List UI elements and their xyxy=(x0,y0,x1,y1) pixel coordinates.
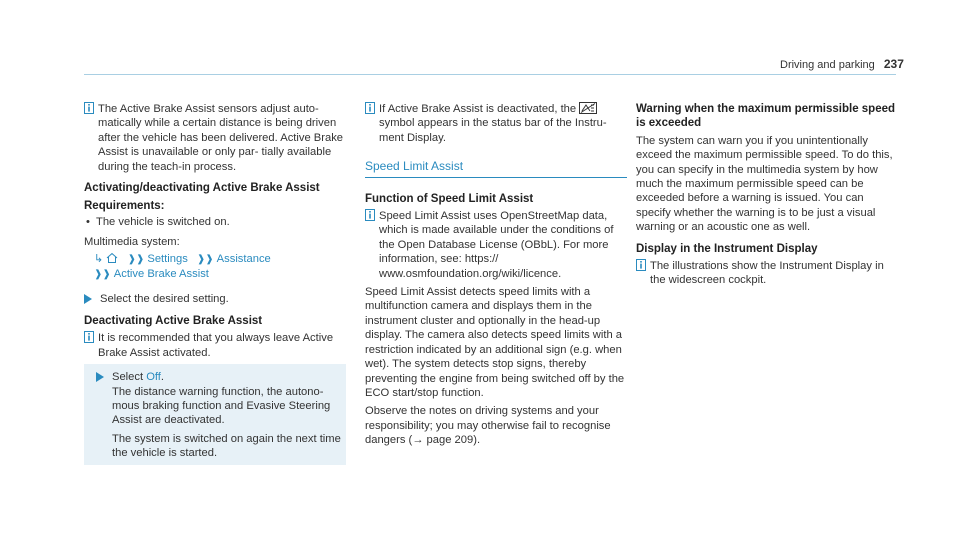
note-text: The Active Brake Assist sensors adjust auto- matically while a certain distance is being driven after the vehicle has been delivered. Active Brake Assist is unavailable or only par- tially available during the teach-in process. xyxy=(98,103,344,173)
column-right xyxy=(636,102,898,292)
chevron-double-icon: ❱❱ xyxy=(127,253,145,265)
requirement-item: • The vehicle is switched on. xyxy=(84,215,346,229)
instruction-box xyxy=(84,364,346,464)
running-header xyxy=(780,57,904,72)
section-title: Driving and parking xyxy=(780,59,875,71)
page-number: 237 xyxy=(883,57,904,71)
chevron-double-icon: ❱❱ xyxy=(196,253,214,265)
body-paragraph: Observe the notes on driving systems and your responsibility; you may otherwise fail to recognise dangers (→ page 209). xyxy=(365,405,611,447)
instruction-step: Select the desired setting. xyxy=(84,292,346,306)
info-icon xyxy=(365,102,375,114)
menu-path xyxy=(94,252,346,283)
path-active-brake-assist[interactable]: Active Brake Assist xyxy=(113,268,209,281)
instruction-step xyxy=(96,370,346,384)
note-text: It is recommended that you always leave Active Brake Assist activated. xyxy=(98,332,334,359)
info-note xyxy=(636,259,898,288)
heading-activating: Activating/deactivating Active Brake Assist xyxy=(84,182,320,195)
heading-warning: Warning when the maximum permissible speed is exceeded xyxy=(636,103,896,130)
info-icon xyxy=(84,331,94,343)
path-assistance[interactable]: Assistance xyxy=(216,252,271,265)
note-text-a: If Active Brake Assist is deactivated, the xyxy=(379,103,577,115)
body-paragraph: Speed Limit Assist detects speed limits with a multifunction camera and displays them in the instrument cluster and optionally in the head-up display. The camera also detects speed limits with a restriction indicated by an additional sign (e.g. when wet). The system detects stop signs, thereby preventing the engine from being switched off by the ECO start/stop function. xyxy=(365,286,625,399)
info-note xyxy=(365,102,627,145)
return-arrow-icon: ↳ xyxy=(94,252,104,265)
column-middle xyxy=(365,102,627,452)
header-rule xyxy=(84,74,896,75)
path-settings[interactable]: Settings xyxy=(147,252,188,265)
heading-display: Display in the Instrument Display xyxy=(636,242,818,255)
info-note xyxy=(84,102,346,174)
home-icon xyxy=(106,252,118,264)
body-paragraph: The system can warn you if you unintentionally exceed the maximum permissible speed. To do this, you can specify in the multimedia system by how much the maximum permissible speed can be exceeded before a warning is issued. You can specify whether the warning is to be just a visual warning or an acoustic one as well. xyxy=(636,134,893,234)
column-left xyxy=(84,102,346,465)
step-prefix: Select xyxy=(112,371,147,384)
step-result: The system is switched on again the next time the vehicle is started. xyxy=(112,432,341,460)
info-icon xyxy=(365,209,375,221)
brake-assist-off-symbol-icon xyxy=(579,102,597,114)
multimedia-label: Multimedia system: xyxy=(84,236,180,249)
section-heading-speed-limit-assist: Speed Limit Assist xyxy=(365,159,627,177)
chevron-double-icon: ❱❱ xyxy=(94,269,111,281)
info-icon xyxy=(636,259,646,271)
info-note xyxy=(365,209,627,281)
note-text-b: symbol appears in the status bar of the Instru- ment Display. xyxy=(379,117,607,144)
heading-deactivating: Deactivating Active Brake Assist xyxy=(84,314,263,327)
note-text: Speed Limit Assist uses OpenStreetMap data, which is made available under the conditions of the Open Database License (OBbL). For more information, see: https:// www.osmfoundation.org/wiki/licence. xyxy=(379,210,614,280)
heading-function: Function of Speed Limit Assist xyxy=(365,192,534,205)
requirements-label: Requirements: xyxy=(84,200,165,213)
info-note xyxy=(84,331,346,360)
note-text: The illustrations show the Instrument Display in the widescreen cockpit. xyxy=(650,260,884,287)
off-option[interactable]: Off xyxy=(146,371,161,384)
step-result: The distance warning function, the autono- mous braking function and Evasive Steering Assist are deactivated. xyxy=(112,385,331,427)
info-icon xyxy=(84,102,94,114)
step-suffix: . xyxy=(160,371,165,384)
